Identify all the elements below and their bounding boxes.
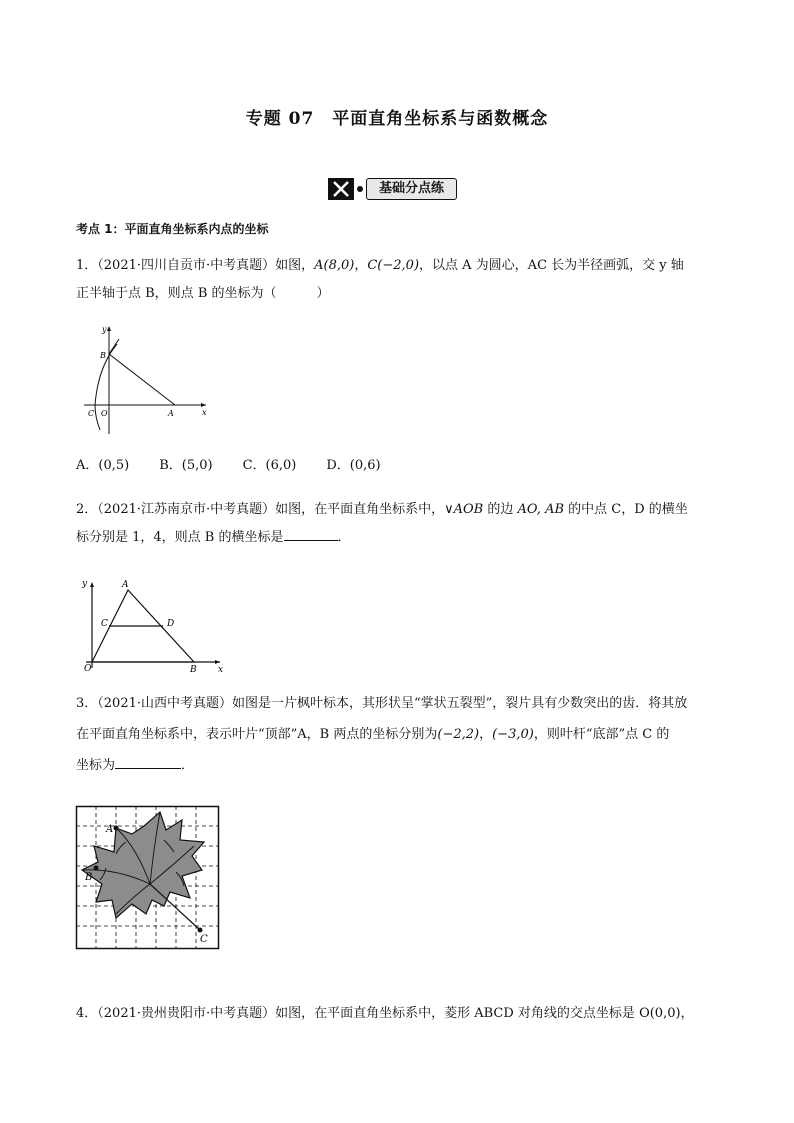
- fig1-label-a: A: [168, 409, 174, 418]
- fig2-label-a: A: [122, 580, 129, 590]
- fig3-label-a: A: [106, 824, 114, 835]
- fig3-label-c: C: [200, 934, 208, 945]
- option-c[interactable]: C．(6,0): [242, 458, 297, 473]
- q3-line-3: [76, 752, 726, 780]
- q1-paren-close: ）: [316, 286, 330, 301]
- q3-period: ．: [181, 758, 195, 773]
- q1-point-c: C(−2,0): [367, 258, 420, 273]
- option-b[interactable]: B．(5,0): [159, 458, 213, 473]
- q3-sep: ，: [479, 727, 493, 742]
- q3-text: 在平面直角坐标系中，表示叶片“顶部”A，B 两点的坐标分别为: [76, 727, 438, 742]
- fig1-label-b: B: [100, 351, 106, 360]
- q3-figure: [76, 806, 220, 950]
- q1-point-a: A(8,0): [314, 258, 355, 273]
- crossed-swords-icon: [328, 178, 354, 200]
- q3-text-b: ，则叶杆“底部”点 C 的: [533, 727, 670, 742]
- q2-figure: [78, 576, 228, 675]
- q1-options: [76, 454, 381, 473]
- fig2-label-o: O: [84, 664, 92, 674]
- fig2-label-c: C: [101, 619, 108, 629]
- fig2-label-y: y: [82, 579, 88, 589]
- question-2: [76, 496, 726, 552]
- section-badge-label: 基础分点练: [366, 178, 457, 200]
- fig1-label-c: C: [88, 409, 95, 418]
- q2-text-b: 的边: [483, 502, 518, 517]
- question-4: [76, 1000, 726, 1028]
- fig1-label-x: x: [202, 408, 207, 417]
- question-1: [76, 252, 726, 308]
- option-d[interactable]: D．(0,6): [326, 458, 381, 473]
- fig1-label-o: O: [101, 409, 108, 418]
- q3-point-a: (−2,2): [437, 727, 480, 742]
- q2-text: 2．（2021·江苏南京市·中考真题）如图，在平面直角坐标系中，: [76, 502, 445, 517]
- q2-edges: AO, AB: [517, 502, 565, 517]
- badge-dot: [357, 186, 363, 192]
- q3-point-b: (−3,0): [492, 727, 534, 742]
- q3-line-2: [76, 721, 726, 749]
- question-3: [76, 690, 726, 780]
- q1-figure: [84, 322, 214, 434]
- q1-text-b: ，以点 A 为圆心，AC 长为半径画弧，交 y 轴: [419, 258, 684, 273]
- q2-period: ．: [337, 530, 351, 545]
- option-a[interactable]: A．(0,5): [76, 458, 130, 473]
- q2-text-2: 标分别是 1，4，则点 B 的横坐标是: [76, 530, 284, 545]
- section-badge: [328, 178, 457, 200]
- answer-blank[interactable]: [115, 754, 181, 769]
- q3-text-3: 坐标为: [76, 758, 116, 773]
- q2-line-1: [76, 496, 726, 524]
- fig2-label-x: x: [218, 665, 224, 675]
- q2-text-c: 的中点 C，D 的横坐: [564, 502, 688, 517]
- topic-heading: 考点 1：平面直角坐标系内点的坐标: [76, 222, 269, 236]
- answer-blank[interactable]: [284, 526, 338, 541]
- q4-line-1: 4．（2021·贵州贵阳市·中考真题）如图，在平面直角坐标系中，菱形 ABCD 对角线的交点坐标是 O(0,0)，: [76, 1006, 694, 1021]
- fig1-label-y: y: [102, 325, 107, 334]
- q2-triangle: ∨AOB: [444, 502, 484, 517]
- fig3-label-b: B: [85, 872, 93, 883]
- fig2-label-d: D: [167, 619, 175, 629]
- q2-line-2: [76, 524, 726, 552]
- page-title: 专题 07 平面直角坐标系与函数概念: [245, 109, 549, 129]
- q1-sep: ，: [354, 258, 368, 273]
- q3-line-1: 3．（2021·山西中考真题）如图是一片枫叶标本，其形状呈“掌状五裂型”，裂片具有少数突出的齿．将其放: [76, 696, 688, 711]
- q1-line-1: [76, 252, 726, 280]
- q1-text-2: 正半轴于点 B，则点 B 的坐标为（: [76, 286, 277, 301]
- q1-text: 1．（2021·四川自贡市·中考真题）如图，: [76, 258, 315, 273]
- fig2-label-b: B: [190, 665, 197, 675]
- q1-line-2: [76, 280, 726, 308]
